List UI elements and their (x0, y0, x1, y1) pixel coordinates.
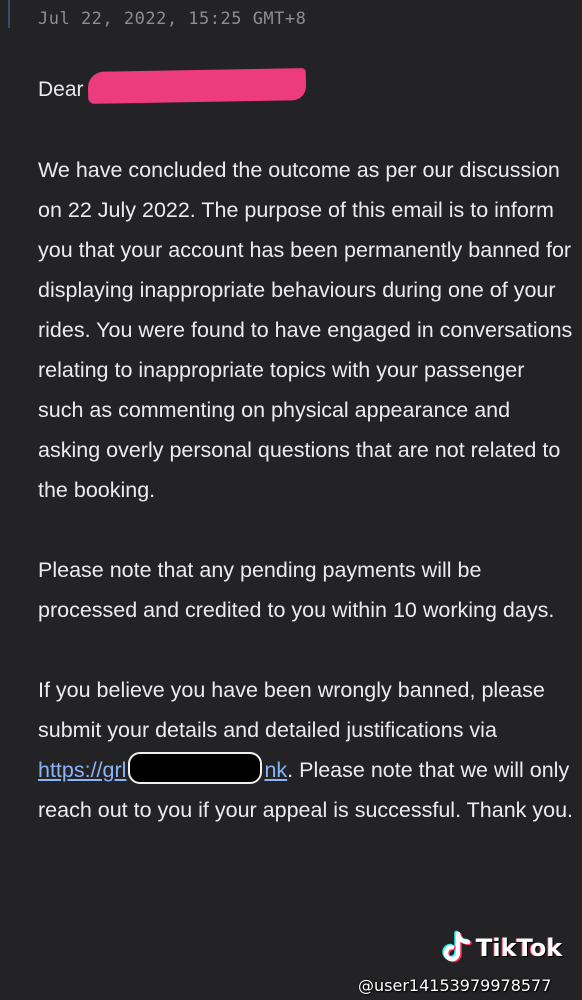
email-body (38, 150, 574, 830)
left-divider (8, 0, 10, 28)
tiktok-watermark (440, 930, 562, 966)
email-greeting: Dear (38, 78, 84, 101)
redaction-mark-link (128, 752, 262, 784)
appeal-link[interactable] (38, 758, 287, 782)
tiktok-note-icon (440, 930, 472, 966)
paragraph-payments: Please note that any pending payments will be processed and credited to you within 10 working days. (38, 558, 555, 622)
paragraph-ban-notice: We have concluded the outcome as per our discussion on 22 July 2022. The purpose of this email is to inform you that your account has been permanently banned for displaying inappropriate behaviours during one of your rides. You were found to have engaged in conversations relating to inappropriate topics with your passenger such as commenting on physical appearance and asking overly personal questions that are not related to the booking. (38, 158, 573, 502)
tiktok-username: @user14153979978577 (358, 976, 552, 995)
appeal-link-end: nk (264, 758, 288, 782)
appeal-text-before-link: If you believe you have been wrongly banned, please submit your details and detailed justifications via (38, 678, 545, 742)
email-timestamp: Jul 22, 2022, 15:25 GMT+8 (38, 9, 307, 29)
redaction-mark-name (88, 68, 307, 104)
appeal-text-after-link: . Please note that we will only reach out to you if your appeal is successful. Thank you. (38, 758, 574, 822)
paragraph-appeal (38, 670, 574, 830)
tiktok-brand-label: TikTok (476, 934, 563, 962)
appeal-link-start: https://grl (38, 758, 127, 782)
